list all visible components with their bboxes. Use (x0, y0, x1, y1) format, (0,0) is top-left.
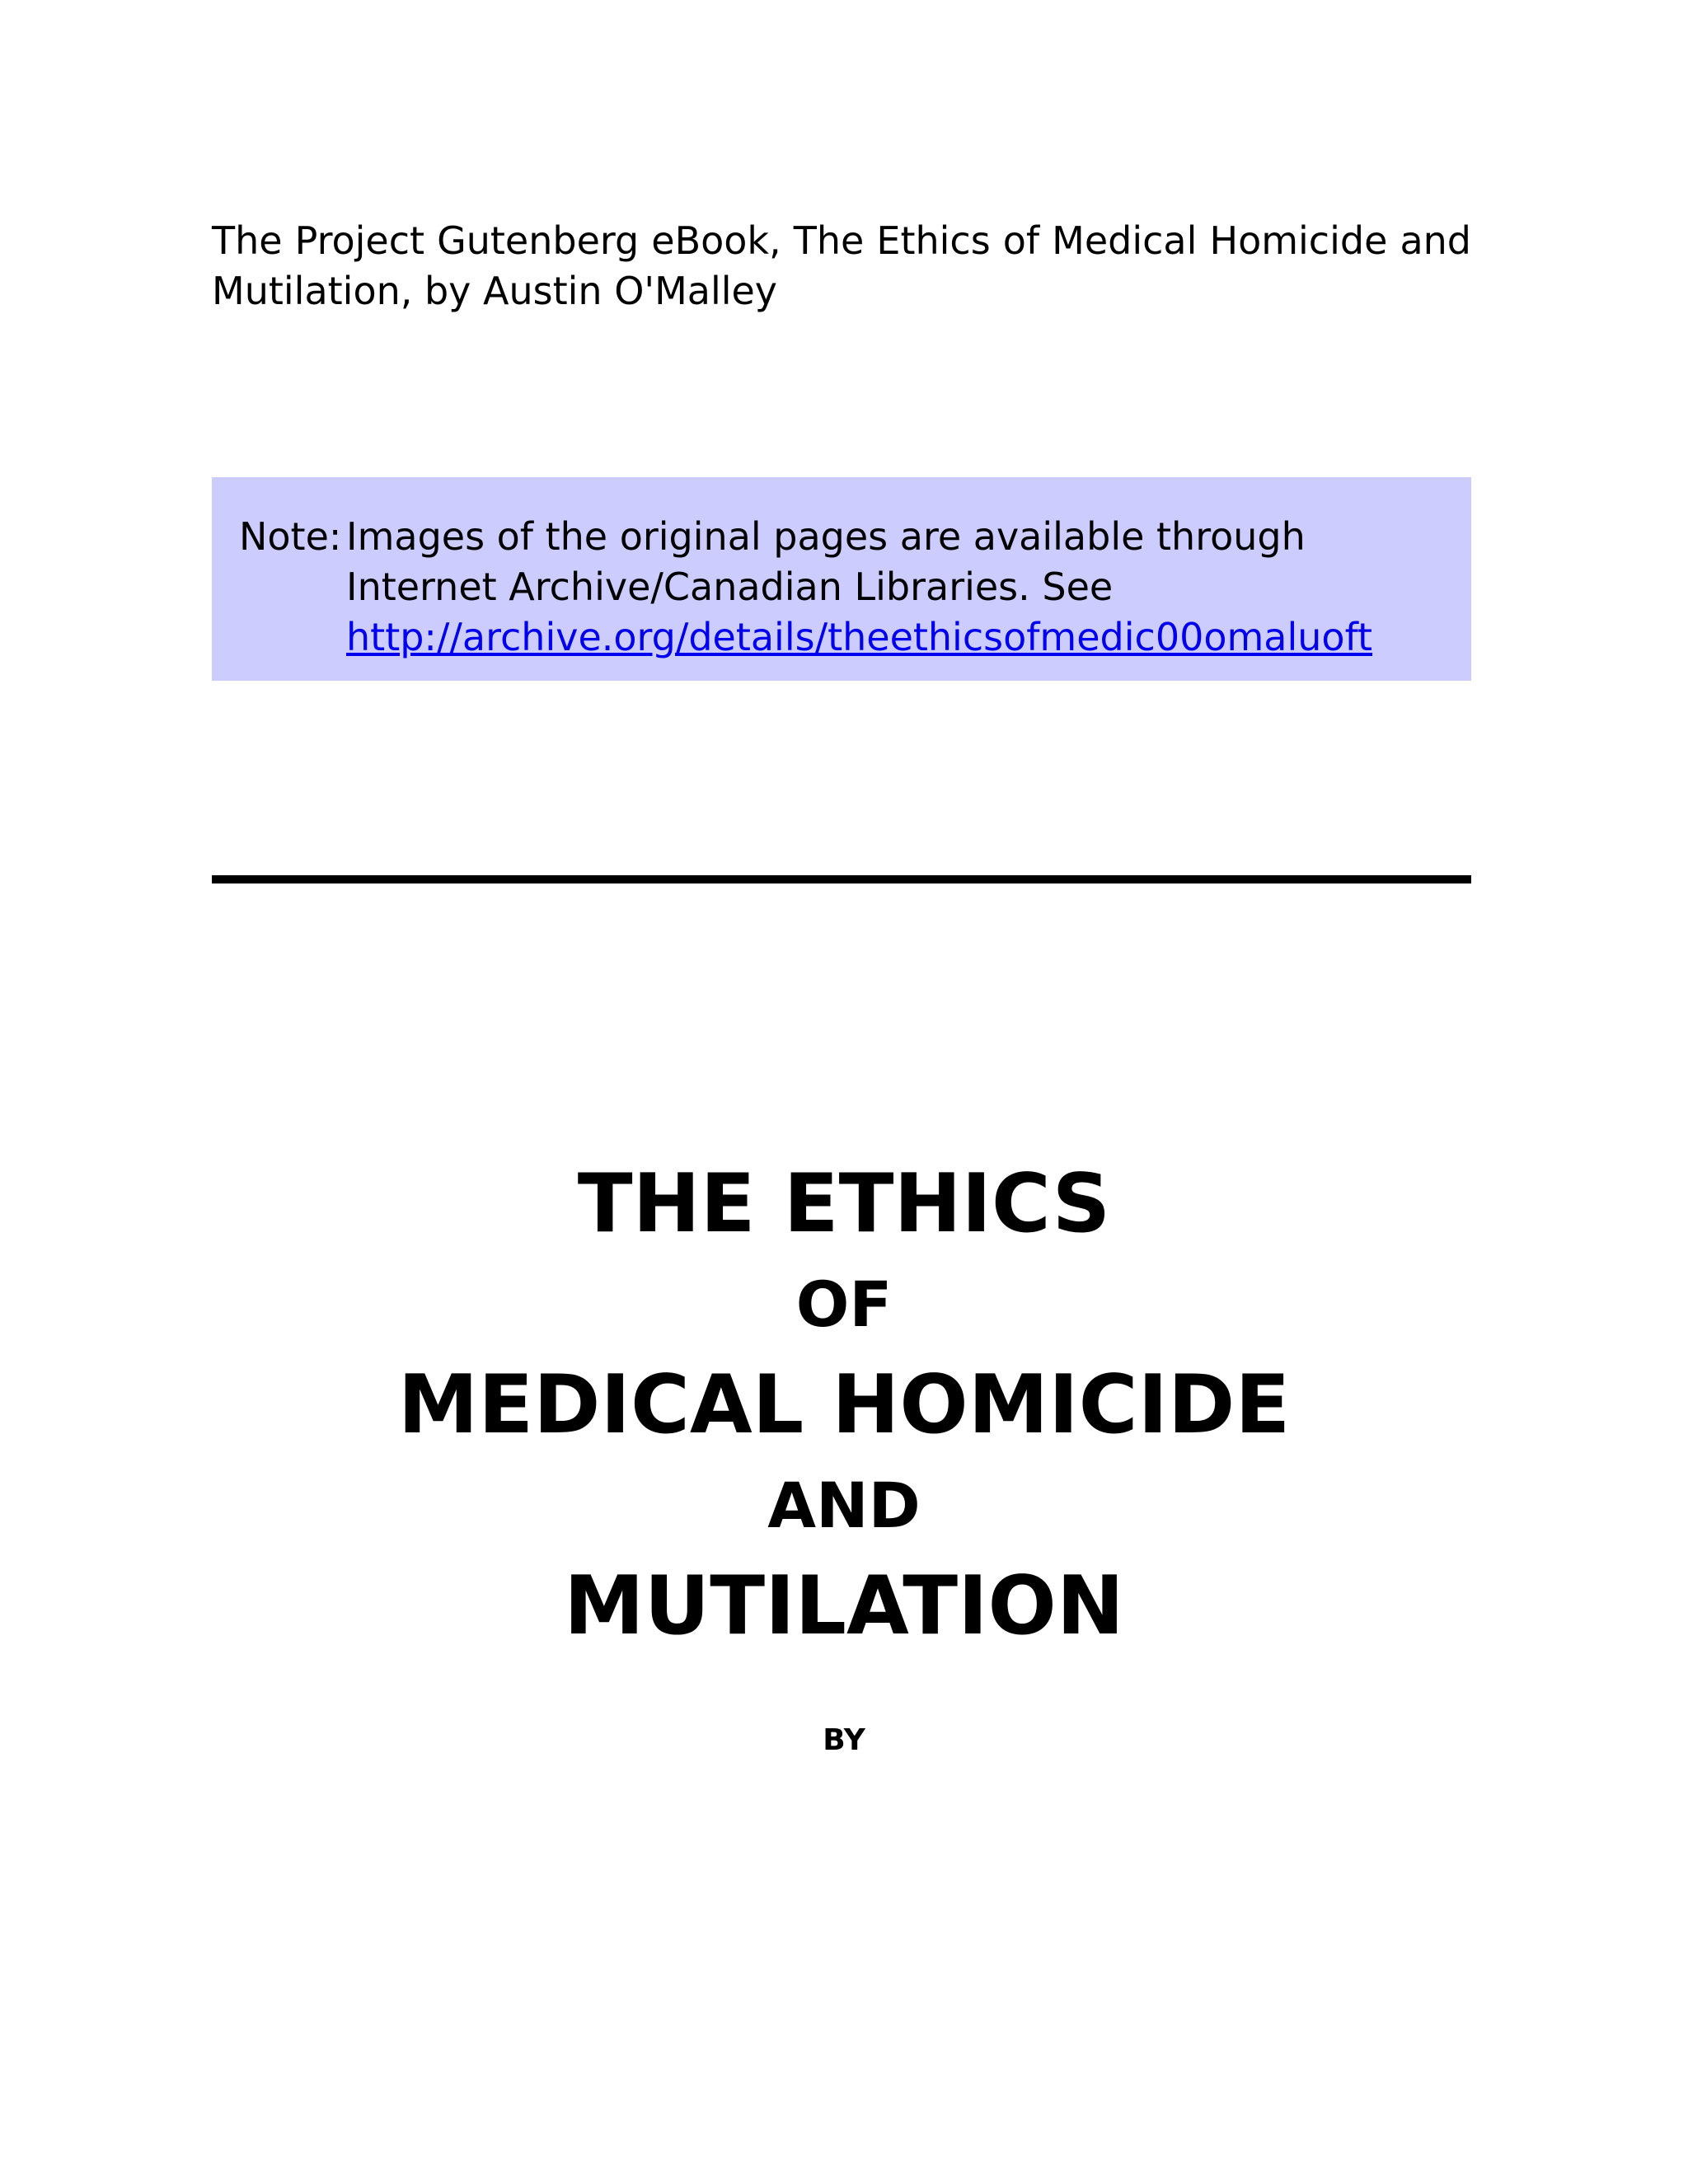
title-line-3: MEDICAL HOMICIDE (397, 1358, 1291, 1452)
ebook-header: The Project Gutenberg eBook, The Ethics of Medical Homicide and Mutilation, by Austin O'Malley (212, 218, 1471, 313)
note-label: Note: (239, 514, 342, 559)
title-line-4: AND (767, 1469, 921, 1542)
note-body (346, 512, 1445, 681)
note-box (212, 477, 1471, 681)
title-line-1: THE ETHICS (577, 1157, 1111, 1251)
byline: BY (823, 1723, 865, 1757)
note-text: Images of the original pages are available through Internet Archive/Canadian Libraries. See (346, 514, 1306, 609)
archive-link[interactable]: http://archive.org/details/theethicsofmedic00omaluoft (346, 615, 1372, 659)
title-line-5: MUTILATION (564, 1559, 1124, 1653)
horizontal-rule (212, 875, 1471, 883)
title-line-2: OF (795, 1268, 893, 1341)
book-title (0, 1154, 1688, 1657)
